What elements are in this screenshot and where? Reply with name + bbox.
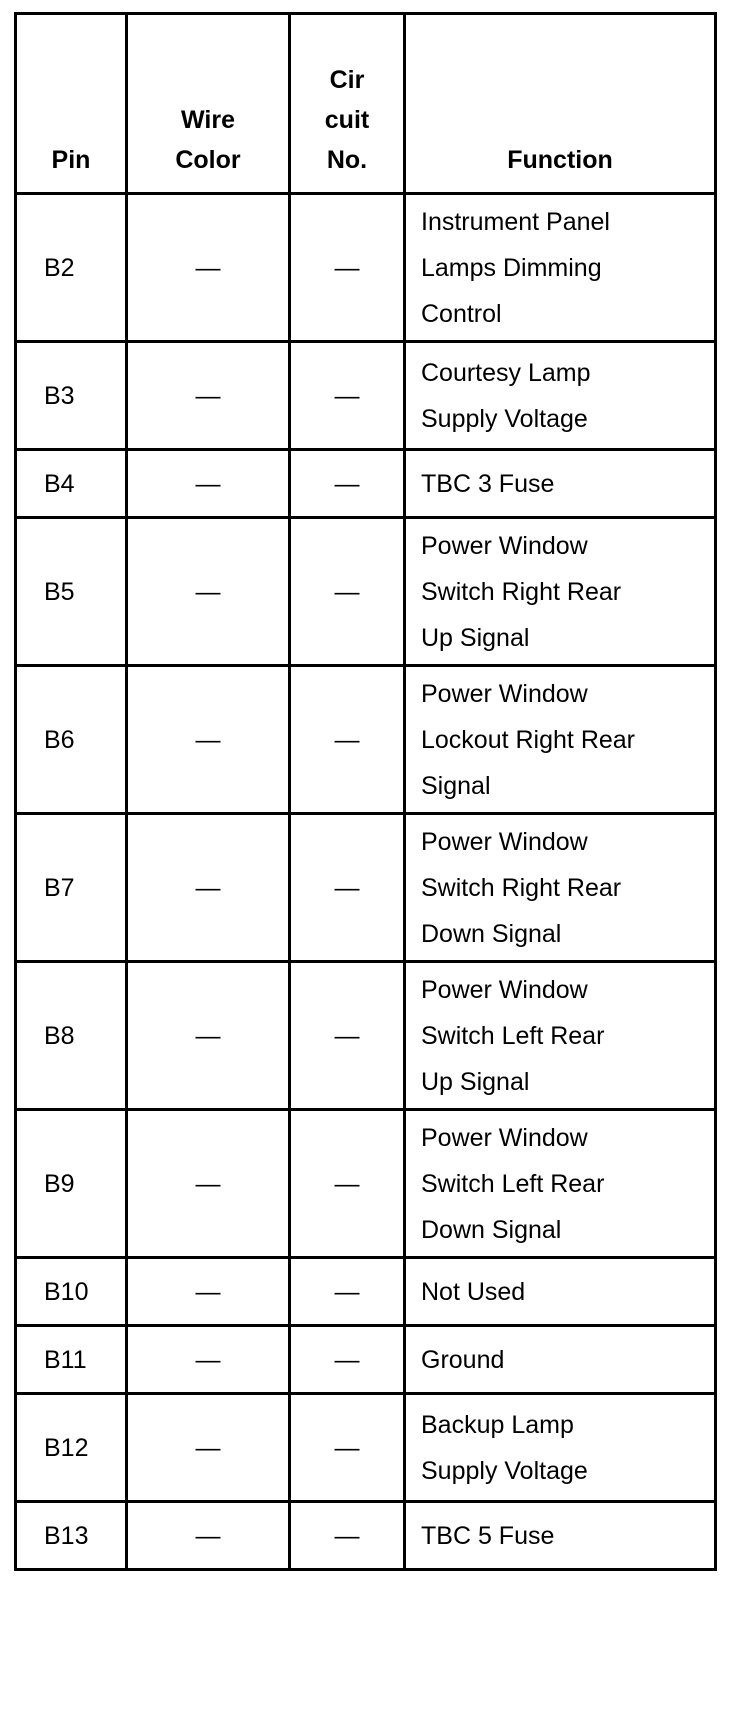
function-line: Ground — [421, 1345, 505, 1374]
function-line: TBC 3 Fuse — [421, 469, 555, 498]
wire-color-cell: — — [127, 450, 290, 518]
table-row — [16, 342, 716, 450]
function-line: Power Window — [421, 679, 588, 708]
function-cell — [405, 1110, 716, 1258]
circuit-no-cell: — — [290, 1326, 405, 1394]
function-cell — [405, 342, 716, 450]
table-row — [16, 1502, 716, 1570]
header-function — [405, 14, 716, 194]
function-line: Signal — [421, 771, 491, 800]
function-line: Switch Left Rear — [421, 1021, 605, 1050]
table-row — [16, 962, 716, 1110]
function-line: Supply Voltage — [421, 1456, 588, 1485]
wire-color-cell: — — [127, 1394, 290, 1502]
table-header — [16, 14, 716, 194]
pin-cell: B4 — [16, 450, 127, 518]
table-row — [16, 666, 716, 814]
header-circuit-no-line: cuit — [324, 106, 370, 134]
wire-color-cell: — — [127, 1258, 290, 1326]
wire-color-cell: — — [127, 666, 290, 814]
function-cell — [405, 666, 716, 814]
function-cell — [405, 1258, 716, 1326]
function-line: Control — [421, 299, 502, 328]
pin-cell: B10 — [16, 1258, 127, 1326]
pin-cell: B8 — [16, 962, 127, 1110]
header-circuit-no-line: No. — [326, 146, 368, 174]
header-pin-line: Pin — [51, 146, 91, 174]
circuit-no-cell: — — [290, 814, 405, 962]
pin-cell: B3 — [16, 342, 127, 450]
function-line: Switch Right Rear — [421, 873, 622, 902]
function-line: Switch Left Rear — [421, 1169, 605, 1198]
function-line: Power Window — [421, 975, 588, 1004]
circuit-no-cell: — — [290, 450, 405, 518]
function-line: Down Signal — [421, 919, 562, 948]
wire-color-cell: — — [127, 1502, 290, 1570]
function-line: Power Window — [421, 1123, 588, 1152]
header-wire-color — [127, 14, 290, 194]
table-row — [16, 1110, 716, 1258]
header-circuit-no-line: Cir — [329, 66, 365, 94]
header-function-line: Function — [507, 146, 613, 174]
circuit-no-cell: — — [290, 1110, 405, 1258]
header-pin — [16, 14, 127, 194]
circuit-no-cell: — — [290, 1502, 405, 1570]
wire-color-cell: — — [127, 518, 290, 666]
wire-color-cell: — — [127, 814, 290, 962]
pin-cell: B12 — [16, 1394, 127, 1502]
header-row — [16, 14, 716, 194]
wire-color-cell: — — [127, 342, 290, 450]
function-line: Power Window — [421, 531, 588, 560]
function-line: Up Signal — [421, 623, 530, 652]
circuit-no-cell: — — [290, 1394, 405, 1502]
pin-cell: B6 — [16, 666, 127, 814]
table-body — [16, 194, 716, 1570]
function-cell — [405, 450, 716, 518]
table-row — [16, 1394, 716, 1502]
table-row — [16, 814, 716, 962]
pin-cell: B5 — [16, 518, 127, 666]
circuit-no-cell: — — [290, 962, 405, 1110]
circuit-no-cell: — — [290, 1258, 405, 1326]
header-circuit-no — [290, 14, 405, 194]
circuit-no-cell: — — [290, 518, 405, 666]
pin-cell: B2 — [16, 194, 127, 342]
connector-pinout-table-wrapper — [14, 12, 717, 1571]
function-line: Not Used — [421, 1277, 526, 1306]
table-row — [16, 518, 716, 666]
table-row — [16, 1258, 716, 1326]
function-line: Up Signal — [421, 1067, 530, 1096]
wire-color-cell: — — [127, 1110, 290, 1258]
table-row — [16, 194, 716, 342]
pin-cell: B13 — [16, 1502, 127, 1570]
connector-pinout-table — [14, 12, 717, 1571]
function-line: Courtesy Lamp — [421, 358, 591, 387]
function-cell — [405, 194, 716, 342]
function-line: Lamps Dimming — [421, 253, 602, 282]
header-wire-color-line: Color — [175, 146, 241, 174]
circuit-no-cell: — — [290, 194, 405, 342]
wire-color-cell: — — [127, 962, 290, 1110]
function-line: Switch Right Rear — [421, 577, 622, 606]
header-wire-color-line: Wire — [181, 106, 235, 134]
table-row — [16, 450, 716, 518]
function-cell — [405, 1502, 716, 1570]
function-cell — [405, 518, 716, 666]
function-cell — [405, 962, 716, 1110]
function-line: Lockout Right Rear — [421, 725, 636, 754]
function-line: Down Signal — [421, 1215, 562, 1244]
wire-color-cell: — — [127, 1326, 290, 1394]
pin-cell: B11 — [16, 1326, 127, 1394]
function-line: Supply Voltage — [421, 404, 588, 433]
pin-cell: B7 — [16, 814, 127, 962]
function-cell — [405, 814, 716, 962]
circuit-no-cell: — — [290, 666, 405, 814]
function-line: Backup Lamp — [421, 1410, 574, 1439]
pin-cell: B9 — [16, 1110, 127, 1258]
wire-color-cell: — — [127, 194, 290, 342]
function-line: TBC 5 Fuse — [421, 1521, 555, 1550]
function-cell — [405, 1394, 716, 1502]
function-line: Instrument Panel — [421, 207, 610, 236]
function-line: Power Window — [421, 827, 588, 856]
circuit-no-cell: — — [290, 342, 405, 450]
function-cell — [405, 1326, 716, 1394]
table-row — [16, 1326, 716, 1394]
